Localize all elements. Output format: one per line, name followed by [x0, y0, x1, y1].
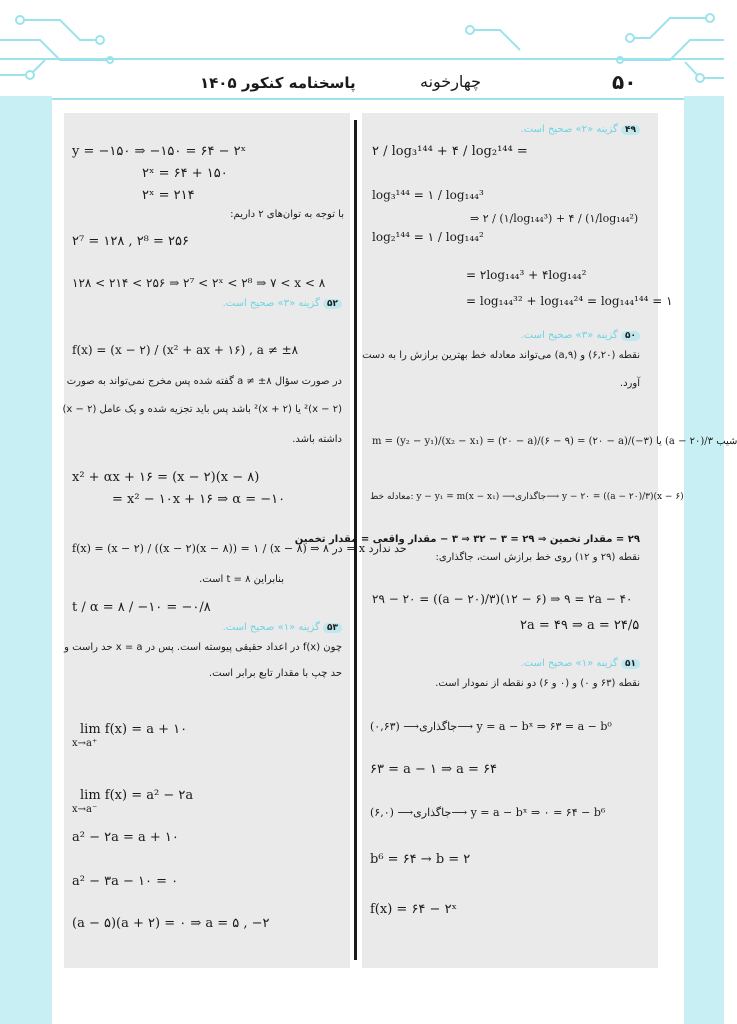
header-rule-bottom — [0, 98, 724, 100]
equation-line: a² − ۳a − ۱۰ = ۰ — [72, 874, 179, 889]
text-line: با توجه به توان‌های ۲ داریم: — [230, 209, 344, 220]
right-margin-strip — [684, 96, 724, 1024]
equation-line: (۰,۶۳) ⟶جاگذاری⟶ y = a − bˣ ⇒ ۶۳ = a − b⁰ — [370, 720, 612, 733]
header-rule — [0, 58, 724, 60]
page-header — [0, 0, 724, 96]
question-number: ۵۰ — [621, 331, 640, 341]
equation-line: f(x) = (x − ۲) / ((x − ۲)(x − ۸)) = ۱ / (x − ۸) ⇒ در ۸ = x حد ندارد — [72, 542, 407, 555]
answer-label-53 — [223, 622, 342, 633]
equation-line: lim f(x) = a² − ۲a — [80, 788, 194, 803]
equation-line: lim f(x) = a + ۱۰ — [80, 722, 188, 737]
text-line: بنابراین t = ۸ است. — [199, 574, 284, 585]
answer-text: گزینه «۱» صحیح است. — [520, 658, 618, 669]
question-number: ۵۳ — [323, 623, 342, 633]
equation-line: ۲ˣ = ۶۴ + ۱۵۰ — [142, 166, 228, 181]
equation-line: t / α = ۸ / −۱۰ = −۰/۸ — [72, 600, 211, 615]
equation-line: (۶,۰) ⟶جاگذاری⟶ y = a − bˣ ⇒ ۰ = ۶۴ − b⁶ — [370, 806, 606, 819]
text-line: نقطه (۶۳ و ۰) و (۰ و ۶) دو نقطه از نمودار است. — [435, 678, 640, 689]
question-number: ۵۲ — [323, 299, 342, 309]
answer-label-50 — [521, 330, 640, 341]
text-line: در صورت سؤال a ≠ ±۸ گفته شده پس مخرج نمی‌تواند به صورت — [66, 376, 342, 387]
equation-subscript: x→a⁻ — [72, 804, 98, 815]
equation-line: (a − ۵)(a + ۲) = ۰ ⇒ a = ۵ , −۲ — [72, 916, 270, 931]
text-line: چون f(x) در اعداد حقیقی پیوسته است. پس در x = a حد راست و — [64, 642, 342, 653]
equation-line: ۲a = ۴۹ ⇒ a = ۲۴/۵ — [520, 618, 640, 633]
equation-line: ۲⁷ = ۱۲۸ , ۲⁸ = ۲۵۶ — [72, 234, 189, 249]
equation-line: m = (y₂ − y₁)/(x₂ − x₁) = (۲۰ − a)/(۶ − ۹) = (۲۰ − a)/(−۳) یا (a − ۲۰)/۳ شیب — [372, 436, 737, 447]
equation-line: ۲۹ − ۲۰ = ((a − ۲۰)/۳)(۱۲ − ۶) ⇒ ۹ = ۲a − ۴۰ — [372, 592, 633, 606]
page-number: ۵۰ — [612, 70, 637, 94]
answer-label-49 — [521, 124, 640, 135]
equation-line: = x² − ۱۰x + ۱۶ ⇒ α = −۱۰ — [112, 492, 286, 507]
equation-line: ۶۳ = a − ۱ ⇒ a = ۶۴ — [370, 762, 498, 777]
equation-line: ۲ˣ = ۲۱۴ — [142, 188, 195, 203]
equation-line: b⁶ = ۶۴ → b = ۲ — [370, 852, 471, 867]
equation-line: log₃¹⁴⁴ = ۱ / log₁₄₄³ — [372, 188, 484, 202]
equation-subscript: x→a⁺ — [72, 738, 98, 749]
text-line: حد چپ با مقدار تابع برابر است. — [208, 668, 342, 679]
question-number: ۴۹ — [621, 125, 640, 135]
left-margin-strip — [0, 96, 52, 1024]
text-line: (x − ۲)² یا (x + ۲)² باشد پس باید تجزیه شده و یک عامل (x − ۲) — [62, 404, 342, 415]
question-number: ۵۱ — [621, 659, 640, 669]
equation-line: = ۲log₁₄₄³ + ۴log₁₄₄² — [466, 268, 587, 282]
equation-line: معادله خط: y − y₁ = m(x − x₁) ⟶جاگذاری⟶ y − ۲۰ = ((a − ۲۰)/۳)(x − ۶) — [370, 492, 684, 502]
equation-line: f(x) = (x − ۲) / (x² + ax + ۱۶) , a ≠ ±۸ — [72, 343, 299, 357]
answer-text: گزینه «۲» صحیح است. — [520, 124, 618, 135]
answer-text: گزینه «۱» صحیح است. — [222, 622, 320, 633]
text-line: داشته باشد. — [292, 434, 342, 445]
brand-logo-text: چهارخونه — [420, 72, 482, 91]
text-line: نقطه (۲۹ و ۱۲) روی خط برازش است، جاگذاری: — [435, 552, 640, 563]
answer-label-52 — [223, 298, 342, 309]
text-line: آورد. — [619, 378, 640, 389]
equation-line: ۲ / log₃¹⁴⁴ + ۴ / log₂¹⁴⁴ = — [372, 144, 528, 159]
text-line: ۲۹ = مقدار تخمین ⇒ ۲۹ = ۳ − ۳۲ ⇒ ۳ − مقدار واقعی = مقدار تخمین — [294, 534, 640, 545]
equation-line: = log₁₄₄³² + log₁₄₄²⁴ = log₁₄₄¹⁴⁴ = ۱ — [466, 294, 673, 308]
equation-line: log₂¹⁴⁴ = ۱ / log₁₄₄² — [372, 230, 484, 244]
answer-label-51 — [521, 658, 640, 669]
equation-line: y = −۱۵۰ ⇒ −۱۵۰ = ۶۴ − ۲ˣ — [72, 144, 247, 159]
answer-text: گزینه «۳» صحیح است. — [520, 330, 618, 341]
equation-line: x² + αx + ۱۶ = (x − ۲)(x − ۸) — [72, 470, 260, 485]
answer-text: گزینه «۳» صحیح است. — [222, 298, 320, 309]
book-title: پاسخنامه کنکور ۱۴۰۵ — [200, 74, 356, 92]
text-line: نقطه (۶,۲۰) و (۹,a) می‌تواند معادله خط بهترین برازش را به دست — [362, 350, 640, 361]
equation-line: ⇒ ۲ / (۱/log₁₄₄³) + ۴ / (۱/log₁₄₄²) — [470, 212, 639, 225]
equation-line: ۱۲۸ < ۲۱۴ < ۲۵۶ ⇒ ۲⁷ < ۲ˣ < ۲⁸ ⇒ ۷ < x < ۸ — [72, 276, 326, 290]
equation-line: f(x) = ۶۴ − ۲ˣ — [370, 902, 458, 917]
equation-line: a² − ۲a = a + ۱۰ — [72, 830, 179, 845]
